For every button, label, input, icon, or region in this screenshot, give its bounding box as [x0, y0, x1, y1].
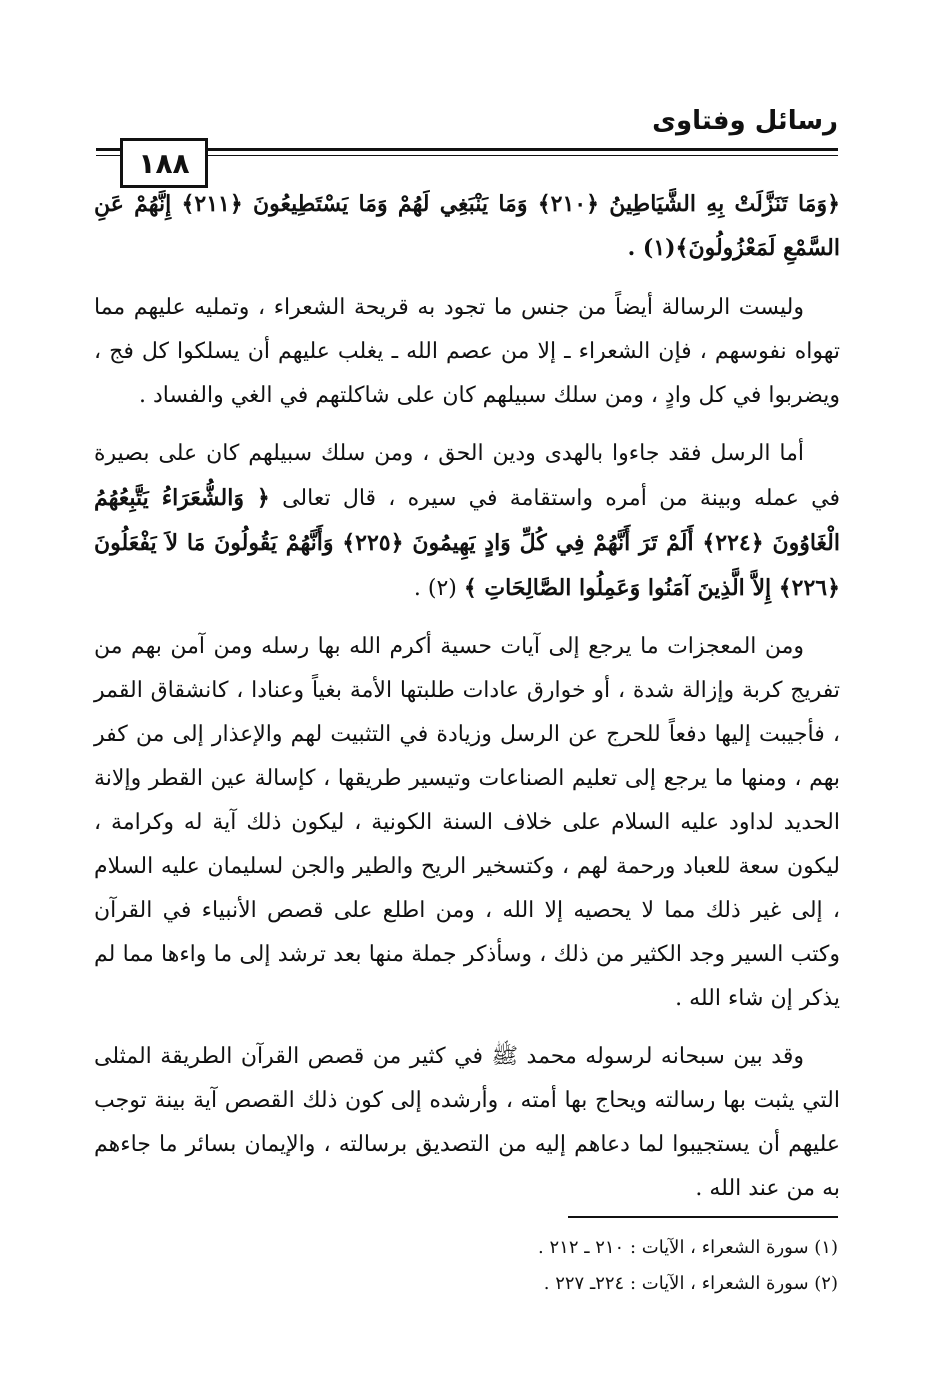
- footnote-1: (١) سورة الشعراء ، الآيات : ٢١٠ ـ ٢١٢ .: [538, 1237, 838, 1258]
- quran-verse-inline: ﴿ وَالشُّعَرَاءُ يَتَّبِعُهُمُ الْغَاوُونَ ﴿٢٢٤﴾ أَلَمْ تَرَ أَنَّهُمْ فِي كُلِّ وَادٍ يَهِيمُونَ ﴿٢٢٥﴾ وَأَنَّهُمْ يَقُولُونَ مَا لاَ يَفْعَلُونَ ﴿٢٢٦﴾ إِلاَّ الَّذِينَ آمَنُوا وَعَمِلُوا الصَّالِحَاتِ ﴾: [94, 485, 840, 601]
- page-body: [94, 182, 840, 1225]
- running-header-title: رسائل وفتاوى: [652, 106, 838, 136]
- footnote-2: (٢) سورة الشعراء ، الآيات : ٢٢٤ـ ٢٢٧ .: [543, 1273, 838, 1294]
- paragraph-messengers-text: أما الرسل فقد جاءوا بالهدى ودين الحق ، ومن سلك سبيلهم كان على بصيرة في عمله وبينة من أمره واستقامة في سيره ، قال تعالى: [94, 441, 841, 511]
- paragraph-poets: وليست الرسالة أيضاً من جنس ما تجود به قريحة الشعراء ، وتمليه عليهم مما تهواه نفوسهم ، فإن الشعراء ـ إلا من عصم الله ـ يغلب عليهم أن يسلكوا كل فج ، ويضربوا في كل وادٍ ، ومن سلك سبيلهم كان على شاكلتهم في الغي والفساد .: [94, 295, 840, 408]
- footnotes: [96, 1230, 838, 1302]
- page-number: ١٨٨: [120, 138, 208, 188]
- paragraph-miracles: ومن المعجزات ما يرجع إلى آيات حسية أكرم الله بها رسله ومن آمن بهم من تفريج كربة وإزالة شدة ، أو خوارق عادات طلبتها الأمة بغياً وعنادا ، كانشقاق القمر ، فأجيبت إليها دفعاً للحرج عن الرسل وزيادة في التثبيت لهم والإعذار إلى من كفر بهم ، ومنها ما يرجع إلى تعليم الصناعات وتيسير طريقها ، كإسالة عين القطر وإلانة الحديد لداود عليه السلام على خلاف السنة الكونية ، ليكون ذلك آية له وكرامة ، ليكون سعة للعباد ورحمة لهم ، وكتسخير الريح والطير والجن لسليمان عليه السلام ، إلى غير ذلك مما لا يحصيه إلا الله ، ومن اطلع على قصص الأنبياء في القرآن وكتب السير وجد الكثير من ذلك ، وسأذكر جملة منها بعد ترشد إلى ما واءها مما لم يذكر إن شاء الله .: [94, 634, 840, 1011]
- paragraph-prophet: وقد بين سبحانه لرسوله محمد ﷺ في كثير من قصص القرآن الطريقة المثلى التي يثبت بها رسالته ويحاج بها أمته ، وأرشده إلى كون ذلك القصص آية بينة توجب عليهم أن يستجيبوا لما دعاهم إليه من التصديق برسالته ، والإيمان بسائر ما جاءهم به من عند الله .: [94, 1044, 840, 1201]
- footnote-separator: [568, 1216, 838, 1218]
- quran-verse-block: ﴿وَمَا تَنَزَّلَتْ بِهِ الشَّيَاطِينُ ﴿٢١٠﴾ وَمَا يَنْبَغِي لَهُمْ وَمَا يَسْتَطِيعُونَ ﴿٢١١﴾ إِنَّهُمْ عَنِ السَّمْعِ لَمَعْزُولُونَ﴾(١) .: [94, 191, 840, 261]
- paragraph-messengers: [94, 432, 840, 611]
- footnote-ref-2: (٢) .: [413, 576, 457, 601]
